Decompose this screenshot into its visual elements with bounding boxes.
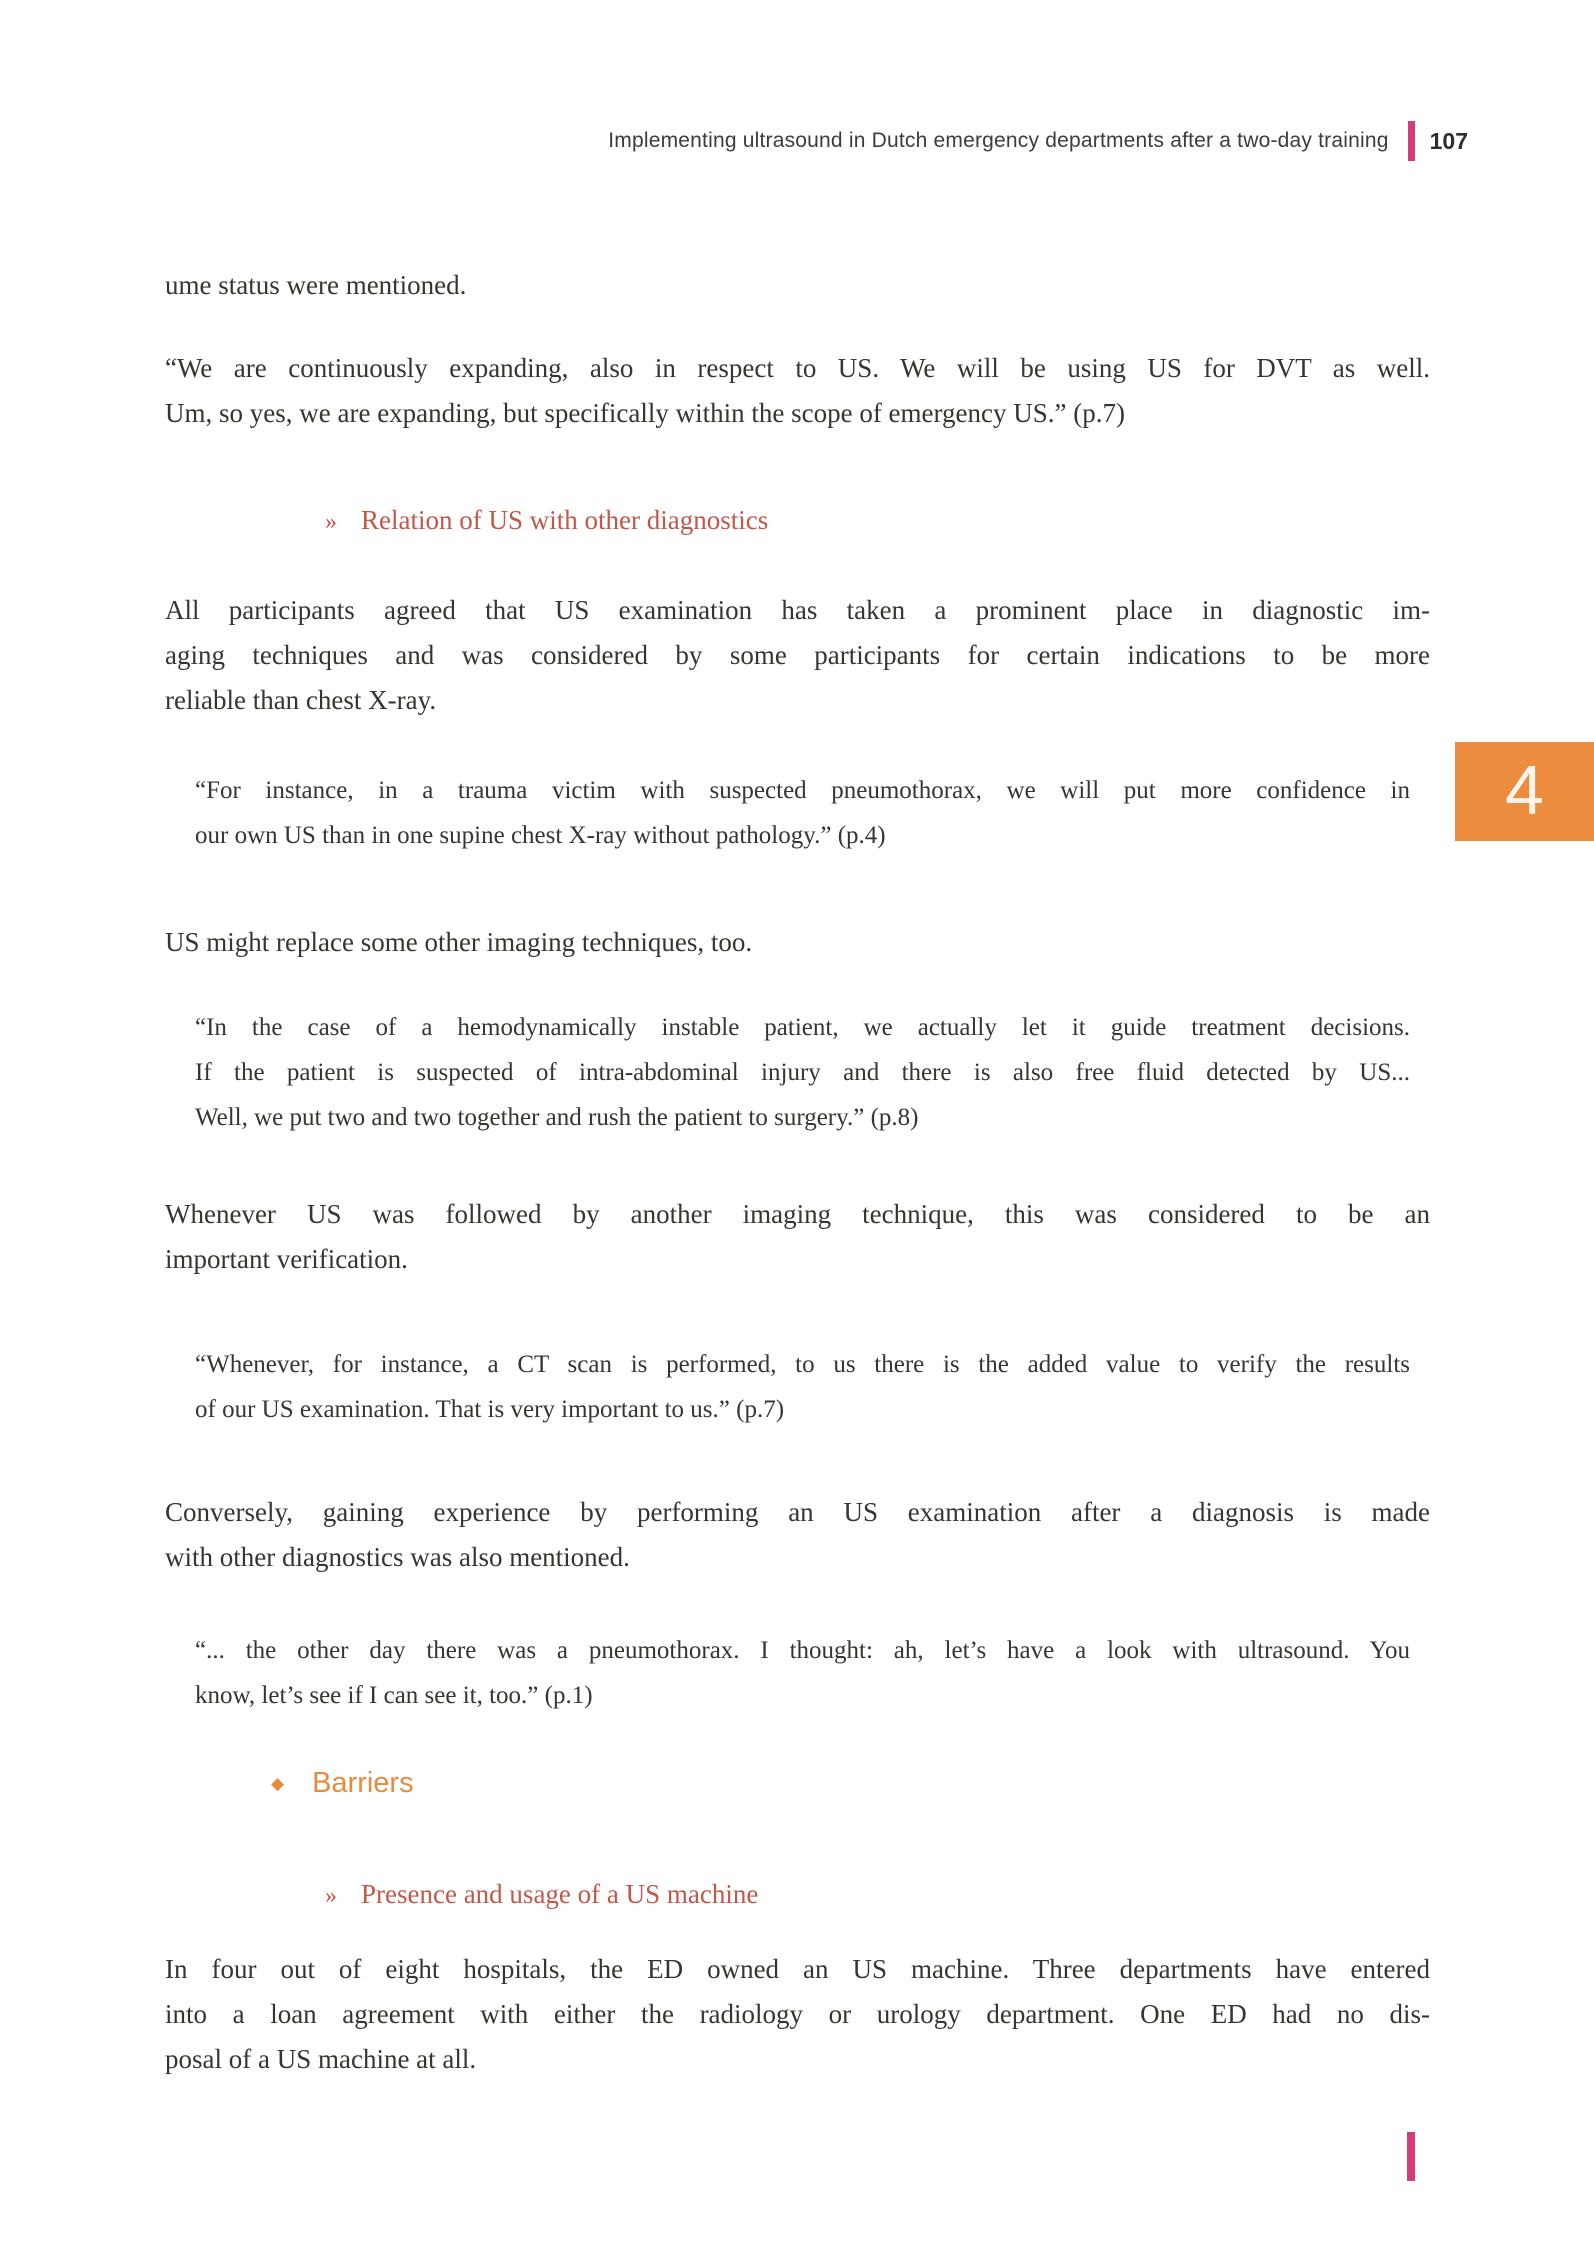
block-quote: “Whenever, for instance, a CT scan is performed, to us there is the added value to verify the results of our US examination. That is very important to us.” (p.7) (195, 1351, 1410, 1423)
paragraph: Conversely, gaining experience by performing an US examination after a diagnosis is made with other diagnostics was also mentioned. (165, 1497, 1430, 1572)
section-heading (165, 1762, 1430, 1804)
paragraph: Whenever US was followed by another imaging technique, this was considered to be an important verification. (165, 1199, 1430, 1274)
running-header (608, 118, 1468, 164)
block-quote: “In the case of a hemodynamically instable patient, we actually let it guide treatment decisions. If the patient is suspected of intra-abdominal injury and there is also free fluid detected by US... Well, we put two and two together and rush the patient to surgery.” (p.8) (195, 1014, 1410, 1131)
chapter-tab (1455, 742, 1594, 841)
subsection-heading (165, 498, 1430, 545)
subsection-heading (165, 1872, 1430, 1919)
body-text-column (165, 263, 1430, 2082)
paragraph: US might replace some other imaging techniques, too. (165, 927, 753, 957)
chevron-marker-icon: » (325, 509, 337, 535)
block-quote: “For instance, in a trauma victim with suspected pneumothorax, we will put more confidence in our own US than in one supine chest X-ray without pathology.” (p.4) (195, 777, 1410, 849)
block-quote: “... the other day there was a pneumothorax. I thought: ah, let’s have a look with ultrasound. You know, let’s see if I can see it, too.” (p.1) (195, 1637, 1410, 1709)
header-divider-bar (1408, 121, 1415, 161)
block-quote: “We are continuously expanding, also in respect to US. We will be using US for DVT as well. Um, so yes, we are expanding, but specifically within the scope of emergency US.” (p.7) (165, 353, 1430, 428)
chevron-marker-icon: » (325, 1883, 337, 1909)
subsection-heading-label: Presence and usage of a US machine (361, 1879, 759, 1909)
subsection-heading-label: Relation of US with other diagnostics (361, 505, 769, 535)
running-title: Implementing ultrasound in Dutch emergency departments after a two-day training (608, 129, 1389, 152)
paragraph: In four out of eight hospitals, the ED owned an US machine. Three departments have entered into a loan agreement with either the radiology or urology department. One ED had no dis- posal of a US machine at all. (165, 1954, 1430, 2074)
page-number: 107 (1429, 127, 1468, 154)
chapter-number: 4 (1505, 750, 1544, 829)
diamond-bullet-icon: ◆ (271, 1773, 285, 1793)
section-heading-label: Barriers (312, 1767, 414, 1799)
paragraph: ume status were mentioned. (165, 270, 467, 300)
paragraph: All participants agreed that US examination has taken a prominent place in diagnostic im- aging techniques and was considered by some participants for certain indications to be more reliable than chest X-ray. (165, 595, 1430, 715)
footer-accent-bar (1407, 2132, 1415, 2181)
